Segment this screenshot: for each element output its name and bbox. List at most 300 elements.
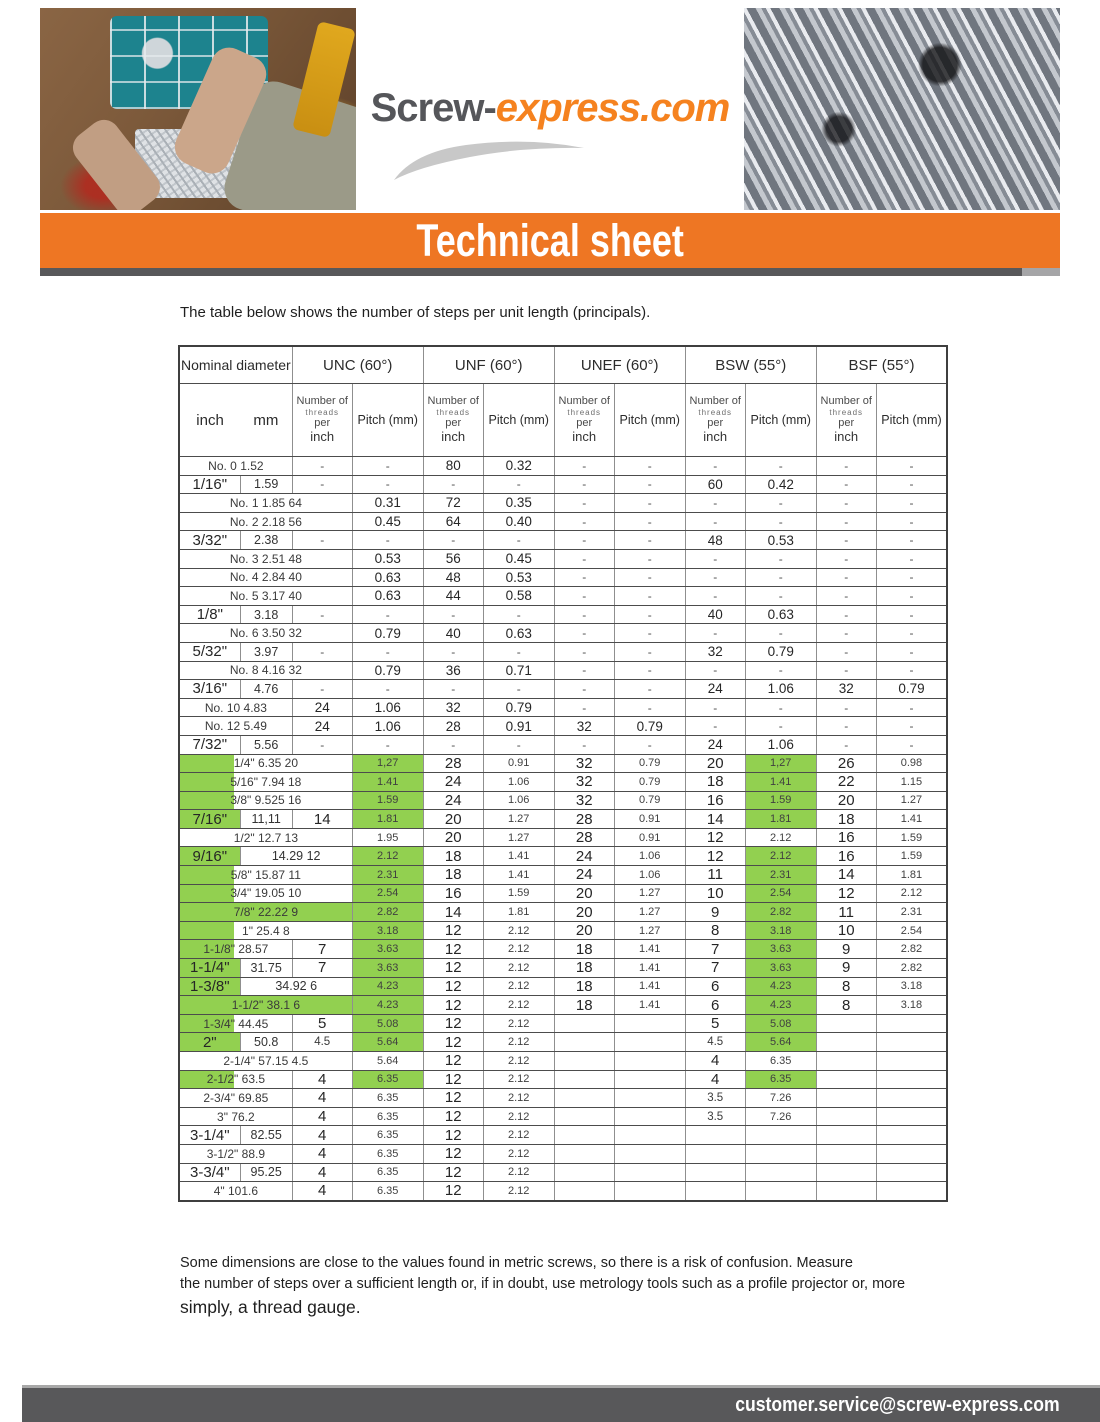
table-cell: 3.18 (876, 996, 947, 1015)
table-cell: 12 (423, 1070, 483, 1089)
table-cell: 4.23 (352, 977, 423, 996)
table-row (179, 1182, 947, 1201)
table-group-row (179, 346, 947, 384)
table-cell: No. 5 3.17 40 (179, 587, 352, 606)
table-cell: 82.55 (240, 1126, 292, 1145)
title-banner (40, 213, 1060, 268)
table-cell: 24 (423, 791, 483, 810)
table-row (179, 1089, 947, 1108)
table-cell: 4 (292, 1182, 352, 1201)
table-cell: 1.41 (483, 866, 554, 885)
table-row (179, 717, 947, 736)
table-cell: 0.53 (483, 568, 554, 587)
table-cell: 4.76 (240, 680, 292, 699)
table-cell: 40 (685, 605, 745, 624)
table-cell: 18 (554, 977, 614, 996)
table-cell: 1.59 (745, 791, 816, 810)
table-cell (614, 1033, 685, 1052)
table-cell: 3/8" 9.525 16 (179, 791, 352, 810)
col-bsw-threads: Number of threads per inch (685, 384, 745, 457)
table-cell: 16 (816, 847, 876, 866)
header-photo-right (744, 8, 1060, 210)
table-cell: 1.27 (614, 903, 685, 922)
table-cell: 8 (685, 921, 745, 940)
table-cell: 10 (685, 884, 745, 903)
table-cell: 12 (423, 1107, 483, 1126)
table-cell: - (352, 475, 423, 494)
table-cell: 2.54 (876, 921, 947, 940)
table-cell: 0.91 (483, 717, 554, 736)
table-cell: 4 (292, 1144, 352, 1163)
table-cell: - (554, 531, 614, 550)
col-group-unc: UNC (60°) (292, 346, 423, 384)
table-cell: 1-1/4" (179, 959, 240, 978)
table-cell: 50.8 (240, 1033, 292, 1052)
table-cell: 2-1/4" 57.15 4.5 (179, 1052, 352, 1071)
table-cell: - (554, 642, 614, 661)
table-cell (745, 1144, 816, 1163)
table-cell: - (816, 717, 876, 736)
table-cell: - (483, 680, 554, 699)
table-cell: 16 (423, 884, 483, 903)
page-title: Technical sheet (416, 214, 684, 266)
table-cell: 40 (423, 624, 483, 643)
table-cell: 12 (423, 1014, 483, 1033)
table-cell (816, 1033, 876, 1052)
table-cell: - (614, 605, 685, 624)
table-cell: 11 (685, 866, 745, 885)
table-cell: - (483, 605, 554, 624)
table-row (179, 903, 947, 922)
table-cell: - (614, 512, 685, 531)
table-cell: 3.18 (876, 977, 947, 996)
table-cell: 7 (292, 940, 352, 959)
table-cell: - (816, 512, 876, 531)
table-cell (876, 1089, 947, 1108)
table-cell: 7 (685, 959, 745, 978)
table-cell: 0.79 (614, 773, 685, 792)
table-cell: - (685, 512, 745, 531)
table-cell (745, 1126, 816, 1145)
table-cell: - (292, 642, 352, 661)
table-cell: - (423, 475, 483, 494)
footer-email: customer.service@screw-express.com (735, 1393, 1060, 1416)
table-cell: - (685, 717, 745, 736)
table-cell: 0.79 (614, 754, 685, 773)
col-group-unf: UNF (60°) (423, 346, 554, 384)
table-cell: No. 12 5.49 (179, 717, 292, 736)
table-cell: 1.81 (352, 810, 423, 829)
table-cell (876, 1052, 947, 1071)
table-cell: 0.79 (352, 661, 423, 680)
table-cell: 2.12 (483, 921, 554, 940)
table-cell: 32 (554, 773, 614, 792)
table-cell: 20 (423, 828, 483, 847)
note-line-3: simply, a thread gauge. (180, 1297, 361, 1318)
table-cell (614, 1107, 685, 1126)
note-text (180, 1253, 940, 1320)
table-cell: 2-1/2" 63.5 (179, 1070, 292, 1089)
table-cell: 95.25 (240, 1163, 292, 1182)
table-cell: 4 (292, 1163, 352, 1182)
table-cell: 32 (816, 680, 876, 699)
table-cell: 6.35 (352, 1126, 423, 1145)
table-cell: 12 (423, 921, 483, 940)
col-unc-threads: Number of threads per inch (292, 384, 352, 457)
table-cell: 1.27 (876, 791, 947, 810)
table-cell: - (745, 661, 816, 680)
table-cell: 3/32" (179, 531, 240, 550)
table-cell: - (554, 494, 614, 513)
col-bsf-threads: Number of threads per inch (816, 384, 876, 457)
table-cell (876, 1107, 947, 1126)
table-cell (614, 1182, 685, 1201)
table-cell: 80 (423, 457, 483, 476)
table-cell: 1/4" 6.35 20 (179, 754, 352, 773)
table-cell: - (614, 735, 685, 754)
table-cell: - (483, 475, 554, 494)
table-cell: - (614, 531, 685, 550)
table-row (179, 531, 947, 550)
table-row (179, 1014, 947, 1033)
table-cell: - (554, 512, 614, 531)
table-cell: 14 (816, 866, 876, 885)
col-group-bsf: BSF (55°) (816, 346, 947, 384)
table-cell: 2.12 (483, 977, 554, 996)
table-cell (614, 1014, 685, 1033)
table-cell: - (816, 475, 876, 494)
table-cell: 1.06 (483, 791, 554, 810)
table-cell: 3.18 (745, 921, 816, 940)
table-cell: 22 (816, 773, 876, 792)
table-cell: 5.08 (352, 1014, 423, 1033)
table-cell: 14.29 12 (240, 847, 352, 866)
table-cell: 7 (292, 959, 352, 978)
table-row (179, 698, 947, 717)
table-cell: - (745, 494, 816, 513)
table-cell: 24 (292, 717, 352, 736)
table-cell: 4 (292, 1126, 352, 1145)
table-cell (816, 1163, 876, 1182)
table-cell: 1-3/8" (179, 977, 240, 996)
table-cell: 0.63 (483, 624, 554, 643)
table-cell: 4.23 (745, 977, 816, 996)
logo-swoosh-icon (388, 136, 598, 184)
table-cell: 1.27 (614, 884, 685, 903)
table-cell: 2.31 (745, 866, 816, 885)
table-cell: 56 (423, 549, 483, 568)
table-cell: 6 (685, 977, 745, 996)
table-cell: 1/16" (179, 475, 240, 494)
table-cell: 14 (423, 903, 483, 922)
table-cell: 12 (423, 1033, 483, 1052)
table-cell: - (685, 494, 745, 513)
table-cell: 12 (423, 977, 483, 996)
table-cell: 32 (554, 717, 614, 736)
table-cell: - (292, 457, 352, 476)
table-cell (554, 1163, 614, 1182)
table-cell: - (876, 605, 947, 624)
table-cell: 2.12 (483, 1089, 554, 1108)
table-cell: - (292, 605, 352, 624)
table-cell: 1.27 (483, 828, 554, 847)
table-cell: 18 (554, 940, 614, 959)
table-cell: 2.12 (483, 959, 554, 978)
table-cell: 2.12 (483, 1052, 554, 1071)
table-cell: 1.41 (614, 959, 685, 978)
table-cell: 1-3/4" 44.45 (179, 1014, 292, 1033)
table-cell: - (685, 624, 745, 643)
table-cell: 28 (423, 717, 483, 736)
table-cell: 1.59 (240, 475, 292, 494)
table-cell: 2.12 (483, 1182, 554, 1201)
table-cell: - (685, 568, 745, 587)
col-bsf-pitch: Pitch (mm) (876, 384, 947, 457)
table-cell: 2.12 (483, 1033, 554, 1052)
table-cell: 6.35 (745, 1052, 816, 1071)
table-cell (614, 1070, 685, 1089)
table-cell: 4 (685, 1052, 745, 1071)
table-cell: No. 1 1.85 64 (179, 494, 352, 513)
table-row (179, 866, 947, 885)
table-cell (816, 1107, 876, 1126)
table-row (179, 754, 947, 773)
table-cell: 7.26 (745, 1089, 816, 1108)
table-cell: 12 (423, 1126, 483, 1145)
col-unf-pitch: Pitch (mm) (483, 384, 554, 457)
table-cell: 1-1/2" 38.1 6 (179, 996, 352, 1015)
table-cell: - (816, 568, 876, 587)
table-cell: - (614, 457, 685, 476)
table-cell (876, 1163, 947, 1182)
table-cell: 2.38 (240, 531, 292, 550)
table-cell: - (816, 624, 876, 643)
table-cell: 3/4" 19.05 10 (179, 884, 352, 903)
table-cell: 12 (423, 959, 483, 978)
table-cell: 1.41 (483, 847, 554, 866)
table-cell: 4" 101.6 (179, 1182, 292, 1201)
table-row (179, 996, 947, 1015)
table-cell: 2.12 (483, 1107, 554, 1126)
table-cell: 3-3/4" (179, 1163, 240, 1182)
table-cell: - (816, 587, 876, 606)
table-row (179, 921, 947, 940)
table-cell: 0.79 (745, 642, 816, 661)
table-cell: - (554, 549, 614, 568)
table-cell: 0.53 (745, 531, 816, 550)
table-cell: - (876, 494, 947, 513)
table-cell: 0.31 (352, 494, 423, 513)
table-cell: - (614, 661, 685, 680)
table-row (179, 661, 947, 680)
table-cell: 72 (423, 494, 483, 513)
table-cell: 1.06 (352, 698, 423, 717)
table-cell: 12 (423, 940, 483, 959)
table-cell: 0.32 (483, 457, 554, 476)
table-cell: - (352, 735, 423, 754)
table-cell: 32 (423, 698, 483, 717)
table-cell: 4.23 (745, 996, 816, 1015)
table-row (179, 1163, 947, 1182)
table-cell: No. 4 2.84 40 (179, 568, 352, 587)
table-cell: 12 (423, 1089, 483, 1108)
table-cell: 0.45 (352, 512, 423, 531)
table-cell: 6.35 (352, 1144, 423, 1163)
col-group-unef: UNEF (60°) (554, 346, 685, 384)
table-cell: 34.92 6 (240, 977, 352, 996)
table-cell: 9 (816, 940, 876, 959)
table-cell: 32 (554, 791, 614, 810)
table-cell: 3.18 (240, 605, 292, 624)
table-cell: - (876, 661, 947, 680)
table-cell: 1-1/8" 28.57 (179, 940, 292, 959)
table-row (179, 977, 947, 996)
table-cell: - (483, 531, 554, 550)
table-row (179, 494, 947, 513)
table-cell (554, 1126, 614, 1145)
table-cell: - (876, 568, 947, 587)
table-row (179, 680, 947, 699)
table-cell: 1.06 (745, 680, 816, 699)
table-cell: - (423, 642, 483, 661)
table-cell: 3.63 (352, 940, 423, 959)
table-row (179, 568, 947, 587)
table-cell (614, 1126, 685, 1145)
table-cell: 3.5 (685, 1089, 745, 1108)
table-cell: - (876, 642, 947, 661)
table-cell (554, 1070, 614, 1089)
table-cell: - (483, 735, 554, 754)
table-cell: 4.5 (685, 1033, 745, 1052)
table-cell (876, 1144, 947, 1163)
table-cell: - (685, 698, 745, 717)
col-bsw-pitch: Pitch (mm) (745, 384, 816, 457)
table-cell (816, 1014, 876, 1033)
table-cell: 3.63 (745, 959, 816, 978)
table-cell (554, 1144, 614, 1163)
table-cell: - (554, 605, 614, 624)
table-cell: 0.58 (483, 587, 554, 606)
table-cell (614, 1089, 685, 1108)
table-cell: 9 (816, 959, 876, 978)
table-cell: 2.12 (352, 847, 423, 866)
table-cell: 2.54 (352, 884, 423, 903)
table-cell: 12 (423, 1052, 483, 1071)
table-cell: 7/8" 22.22 9 (179, 903, 352, 922)
table-cell (745, 1182, 816, 1201)
table-cell: 4 (292, 1070, 352, 1089)
table-cell: 3.18 (352, 921, 423, 940)
table-cell: - (614, 475, 685, 494)
thread-table-body (179, 457, 947, 1201)
table-cell: - (816, 661, 876, 680)
table-cell: No. 10 4.83 (179, 698, 292, 717)
note-line-1: Some dimensions are close to the values found in metric screws, so there is a risk of confusion. Measure (180, 1255, 853, 1271)
table-cell: - (423, 680, 483, 699)
table-cell: 2.82 (876, 959, 947, 978)
table-cell: - (816, 642, 876, 661)
table-cell: 20 (554, 921, 614, 940)
table-row (179, 810, 947, 829)
table-cell: 48 (423, 568, 483, 587)
table-cell: 5.64 (352, 1052, 423, 1071)
table-cell: 18 (423, 847, 483, 866)
table-cell: 12 (423, 996, 483, 1015)
table-cell: 11,11 (240, 810, 292, 829)
table-row (179, 940, 947, 959)
table-cell: 4.23 (352, 996, 423, 1015)
table-cell: - (614, 624, 685, 643)
table-cell: 64 (423, 512, 483, 531)
table-cell: 0.63 (352, 568, 423, 587)
table-cell: 3.5 (685, 1107, 745, 1126)
table-cell: 2.12 (876, 884, 947, 903)
table-cell: 5.64 (745, 1033, 816, 1052)
table-cell (876, 1033, 947, 1052)
table-cell: 18 (423, 866, 483, 885)
col-unef-threads: Number of threads per inch (554, 384, 614, 457)
table-cell: 1.27 (483, 810, 554, 829)
table-cell: 24 (685, 735, 745, 754)
col-mm: mm (240, 384, 292, 457)
table-cell: - (816, 457, 876, 476)
note-line-2: the number of steps over a sufficient length or, if in doubt, use metrology tools such as a profile projector or, more (180, 1276, 906, 1293)
table-cell: 3.63 (745, 940, 816, 959)
table-cell: 1.41 (614, 977, 685, 996)
table-cell: 24 (292, 698, 352, 717)
table-cell: 20 (423, 810, 483, 829)
table-cell: 14 (685, 810, 745, 829)
table-cell: - (554, 735, 614, 754)
table-cell (876, 1126, 947, 1145)
table-cell (685, 1163, 745, 1182)
table-row (179, 884, 947, 903)
table-cell: 0.63 (745, 605, 816, 624)
table-row (179, 959, 947, 978)
table-cell: 0.91 (614, 828, 685, 847)
table-cell: 12 (685, 847, 745, 866)
table-cell: - (685, 457, 745, 476)
table-cell: 16 (685, 791, 745, 810)
table-cell: - (876, 587, 947, 606)
table-cell: 1.06 (745, 735, 816, 754)
table-cell: 1/2" 12.7 13 (179, 828, 352, 847)
table-cell: 1.41 (876, 810, 947, 829)
footer-bar (22, 1388, 1100, 1422)
logo-part-orange: express.com (495, 86, 730, 130)
table-cell: 10 (816, 921, 876, 940)
table-cell: 1.06 (614, 847, 685, 866)
table-row (179, 624, 947, 643)
table-cell: - (554, 457, 614, 476)
table-cell: - (292, 475, 352, 494)
table-cell: 2.12 (483, 1163, 554, 1182)
table-cell: No. 2 2.18 56 (179, 512, 352, 531)
table-row (179, 457, 947, 476)
table-cell: - (614, 549, 685, 568)
table-cell: 7/32" (179, 735, 240, 754)
table-cell: - (816, 531, 876, 550)
table-cell: - (876, 735, 947, 754)
table-cell: - (614, 698, 685, 717)
table-cell: 48 (685, 531, 745, 550)
table-cell: 1.41 (614, 996, 685, 1015)
table-cell: - (876, 717, 947, 736)
table-cell: 24 (554, 866, 614, 885)
table-cell (685, 1126, 745, 1145)
table-cell: 2.12 (745, 847, 816, 866)
table-cell: 1.06 (483, 773, 554, 792)
